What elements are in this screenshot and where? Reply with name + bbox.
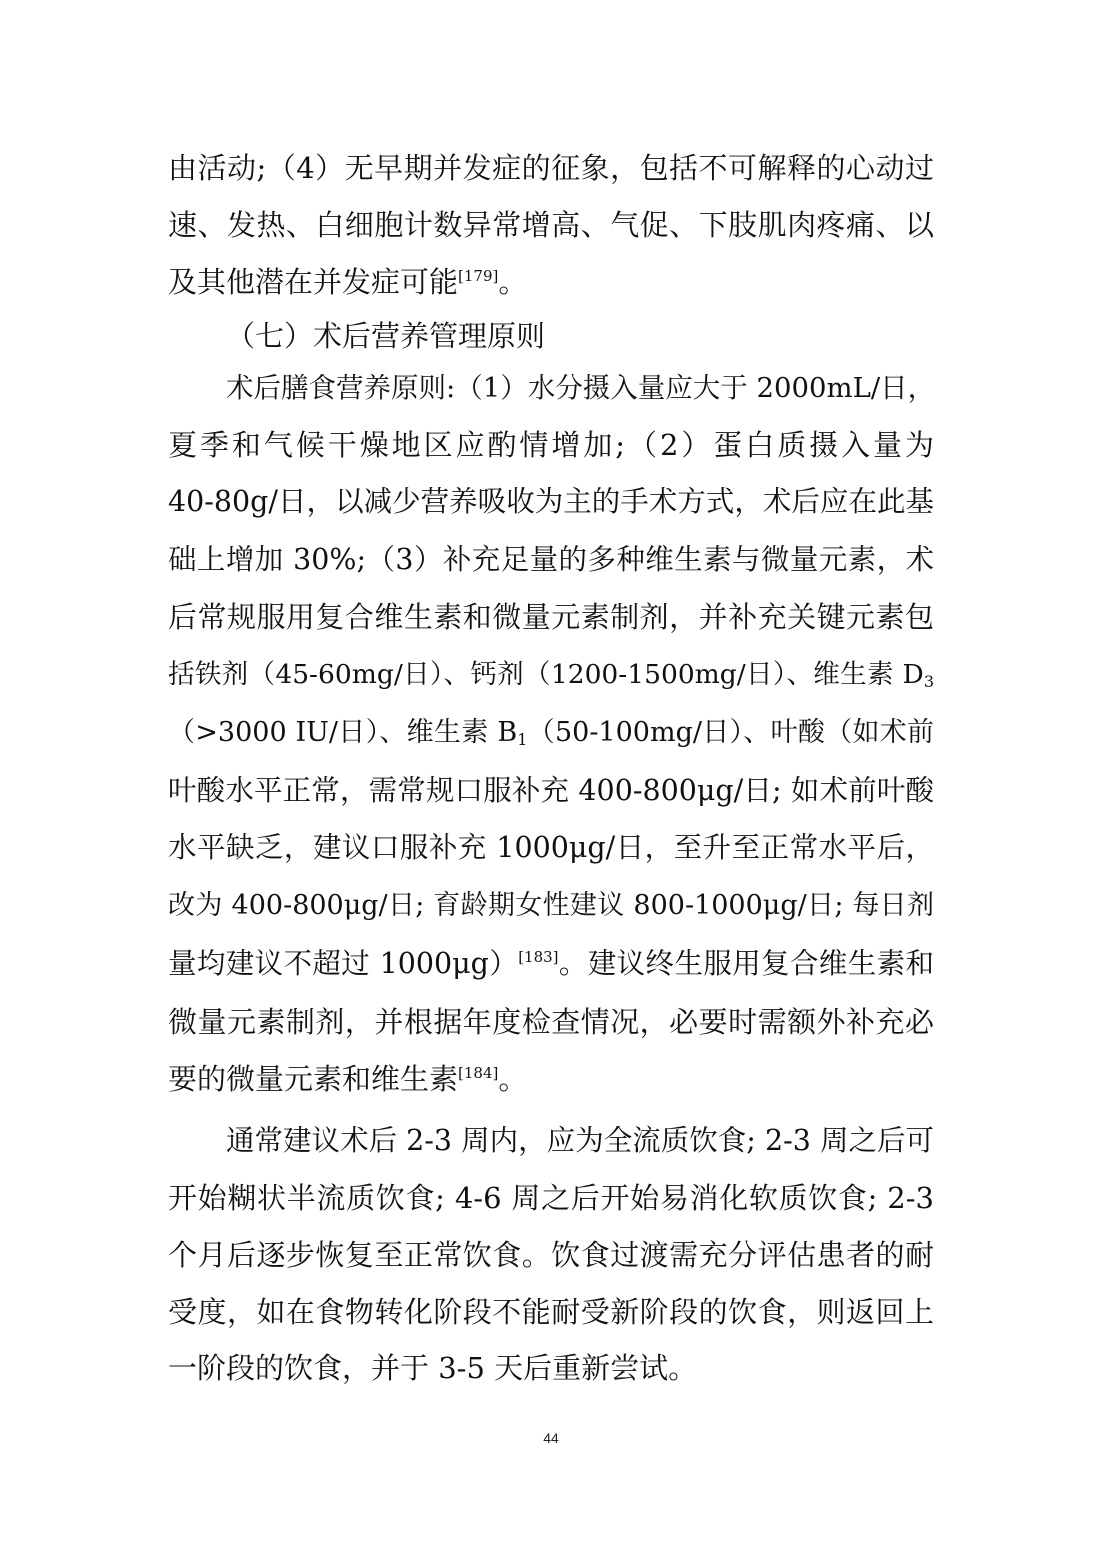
citation-183: [183] bbox=[518, 948, 559, 966]
paragraph-1-line-2: 速、发热、白细胞计数异常增高、气促、下肢肌肉疼痛、以 bbox=[168, 208, 934, 242]
paragraph-3-line-4: 受度，如在食物转化阶段不能耐受新阶段的饮食，则返回上 bbox=[168, 1295, 934, 1329]
paragraph-2-line-2: 夏季和气候干燥地区应酌情增加;（2）蛋白质摄入量为 bbox=[168, 428, 934, 462]
paragraph-2-line-6 bbox=[168, 655, 934, 695]
paragraph-3-line-5: 一阶段的饮食，并于 3-5 天后重新尝试。 bbox=[168, 1351, 698, 1385]
paragraph-1-line-1: 由活动;（4）无早期并发症的征象，包括不可解释的心动过 bbox=[168, 151, 934, 185]
citation-179: [179] bbox=[458, 267, 499, 285]
paragraph-2-line-7 bbox=[168, 713, 934, 753]
page-number: 44 bbox=[543, 1430, 559, 1446]
paragraph-3-line-2: 开始糊状半流质饮食; 4-6 周之后开始易消化软质饮食; 2-3 bbox=[168, 1181, 934, 1215]
paragraph-2-line-13-text: 要的微量元素和维生素 bbox=[168, 1062, 459, 1096]
paragraph-2-line-9: 水平缺乏，建议口服补充 1000μg/日，至升至正常水平后， bbox=[168, 831, 934, 864]
paragraph-2-line-13 bbox=[168, 1059, 934, 1099]
paragraph-2-line-5: 后常规服用复合维生素和微量元素制剂，并补充关键元素包 bbox=[168, 600, 934, 634]
paragraph-2-line-7-text-b: （50-100mg/日）、叶酸（如术前 bbox=[527, 717, 935, 748]
paragraph-2-line-12: 微量元素制剂，并根据年度检查情况，必要时需额外补充必 bbox=[168, 1005, 934, 1039]
paragraph-2-line-10: 改为 400-800μg/日; 育龄期女性建议 800-1000μg/日; 每日剂 bbox=[168, 890, 934, 921]
paragraph-3-line-1: 通常建议术后 2-3 周内，应为全流质饮食; 2-3 周之后可 bbox=[226, 1124, 934, 1157]
paragraph-2-line-7-text-a: （>3000 IU/日）、维生素 B bbox=[168, 717, 518, 748]
paragraph-2-line-11-text-b: 。建议终生服用复合维生素和 bbox=[558, 947, 934, 980]
paragraph-3-line-3: 个月后逐步恢复至正常饮食。饮食过渡需充分评估患者的耐 bbox=[168, 1238, 934, 1272]
paragraph-2-line-8: 叶酸水平正常，需常规口服补充 400-800μg/日; 如术前叶酸 bbox=[168, 774, 934, 807]
paragraph-2-line-1: 术后膳食营养原则:（1）水分摄入量应大于 2000mL/日， bbox=[226, 372, 936, 404]
paragraph-1-period: 。 bbox=[498, 265, 528, 299]
paragraph-2-period: 。 bbox=[498, 1062, 528, 1096]
paragraph-2-line-11-text-a: 量均建议不超过 1000μg） bbox=[168, 947, 519, 980]
paragraph-1-line-3-text: 及其他潜在并发症可能 bbox=[168, 265, 459, 299]
paragraph-2-line-4: 础上增加 30%;（3）补充足量的多种维生素与微量元素，术 bbox=[168, 543, 934, 576]
paragraph-1-line-3 bbox=[168, 262, 934, 302]
vitamin-b1-subscript: 1 bbox=[517, 730, 528, 749]
section-heading: （七）术后营养管理原则 bbox=[226, 319, 546, 353]
paragraph-2-line-3: 40-80g/日，以减少营养吸收为主的手术方式，术后应在此基 bbox=[168, 485, 934, 518]
paragraph-2-line-11 bbox=[168, 944, 934, 984]
citation-184: [184] bbox=[458, 1064, 499, 1082]
paragraph-2-line-6-text: 括铁剂（45-60mg/日）、钙剂（1200-1500mg/日）、维生素 D bbox=[168, 659, 924, 690]
vitamin-d3-subscript: 3 bbox=[923, 672, 934, 691]
